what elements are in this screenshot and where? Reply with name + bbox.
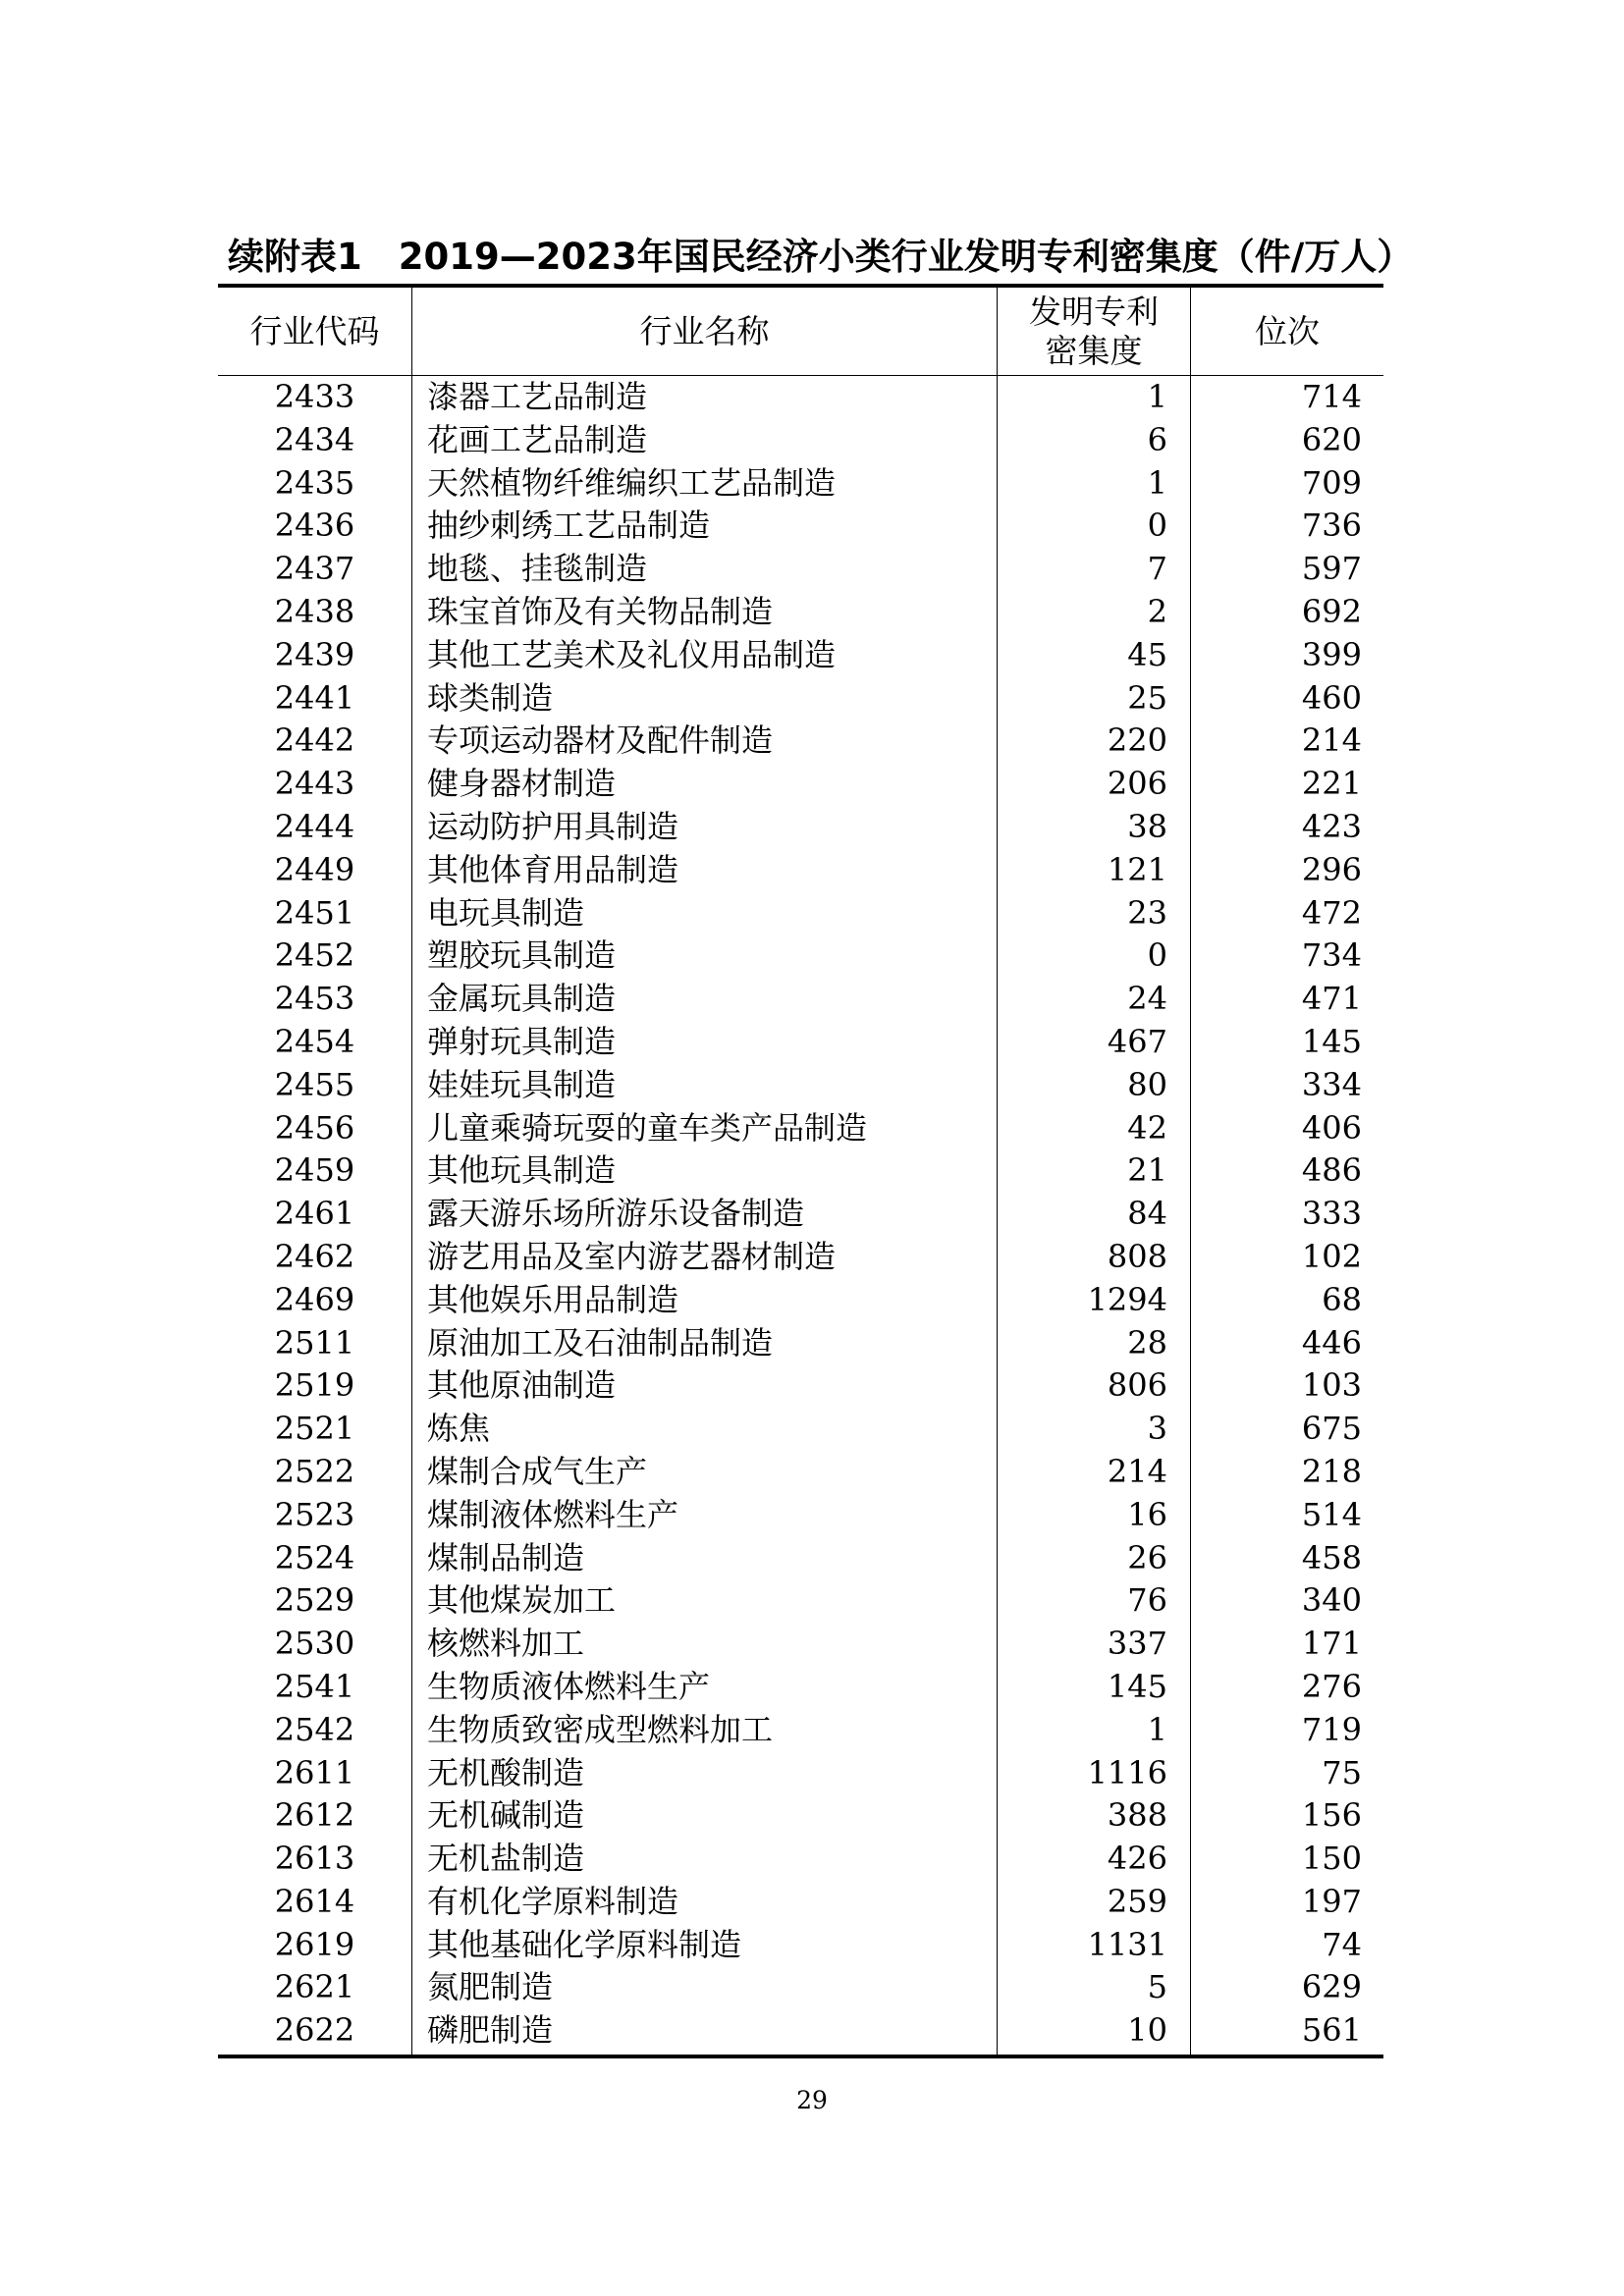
table-bottom-rule: [218, 2055, 1383, 2058]
industry-code-cell: 2461: [274, 1195, 355, 1233]
industry-name-cell: 电玩具制造: [427, 893, 585, 932]
patent-density-cell: 214: [1107, 1452, 1167, 1490]
rank-cell: 399: [1301, 635, 1362, 673]
table-row: [218, 376, 1383, 419]
industry-name-cell: 健身器材制造: [427, 765, 617, 803]
patent-density-cell: 0: [1147, 936, 1167, 975]
table-row: [218, 677, 1383, 721]
industry-name-cell: 娃娃玩具制造: [427, 1065, 617, 1103]
rank-cell: 675: [1301, 1410, 1362, 1448]
rank-cell: 620: [1301, 420, 1362, 458]
industry-name-cell: 其他原油制造: [427, 1366, 617, 1405]
header-industry-code: [218, 288, 411, 375]
rank-cell: 629: [1301, 1968, 1362, 2006]
rank-cell: 171: [1301, 1625, 1362, 1663]
rank-cell: 102: [1301, 1237, 1362, 1275]
rank-cell: 561: [1301, 2011, 1362, 2050]
header-rank-label: 位次: [1255, 311, 1320, 350]
patent-density-cell: 806: [1107, 1366, 1167, 1405]
patent-density-cell: 16: [1127, 1495, 1167, 1533]
patent-density-cell: 26: [1127, 1538, 1167, 1576]
industry-code-cell: 2521: [274, 1410, 355, 1448]
industry-name-cell: 运动防护用具制造: [427, 807, 679, 845]
table-row: [218, 1752, 1383, 1795]
rank-cell: 103: [1301, 1366, 1362, 1405]
table-row: [218, 720, 1383, 763]
rank-cell: 446: [1301, 1323, 1362, 1362]
industry-name-cell: 游艺用品及室内游艺器材制造: [427, 1237, 837, 1275]
industry-code-cell: 2612: [274, 1796, 355, 1835]
rank-cell: 218: [1301, 1452, 1362, 1490]
rank-cell: 471: [1301, 980, 1362, 1018]
industry-name-cell: 花画工艺品制造: [427, 420, 648, 458]
rank-cell: 68: [1322, 1280, 1362, 1318]
industry-code-cell: 2622: [274, 2011, 355, 2050]
industry-code-cell: 2542: [274, 1710, 355, 1748]
patent-density-cell: 21: [1127, 1151, 1167, 1190]
industry-code-cell: 2435: [274, 463, 355, 502]
rank-cell: 334: [1301, 1065, 1362, 1103]
rank-cell: 486: [1301, 1151, 1362, 1190]
rank-cell: 340: [1301, 1581, 1362, 1620]
table-row: [218, 1408, 1383, 1451]
industry-name-cell: 球类制造: [427, 678, 554, 717]
patent-density-cell: 28: [1127, 1323, 1167, 1362]
industry-name-cell: 漆器工艺品制造: [427, 378, 648, 415]
industry-code-cell: 2455: [274, 1065, 355, 1103]
patent-density-cell: 259: [1107, 1882, 1167, 1920]
table-row: [218, 505, 1383, 548]
rank-cell: 74: [1322, 1925, 1362, 1963]
patent-density-cell: 3: [1147, 1410, 1167, 1448]
rank-cell: 423: [1301, 807, 1362, 845]
table-row: [218, 1021, 1383, 1064]
industry-name-cell: 专项运动器材及配件制造: [427, 721, 774, 760]
rank-cell: 460: [1301, 678, 1362, 717]
rank-cell: 296: [1301, 850, 1362, 888]
industry-name-cell: 地毯、挂毯制造: [427, 550, 648, 588]
industry-name-cell: 核燃料加工: [427, 1625, 585, 1663]
patent-density-cell: 1: [1147, 378, 1167, 415]
patent-density-cell: 808: [1107, 1237, 1167, 1275]
patent-density-cell: 426: [1107, 1840, 1167, 1878]
table-row: [218, 1451, 1383, 1494]
industry-name-cell: 无机盐制造: [427, 1840, 585, 1878]
header-patent-density-line2: 密集度: [1045, 331, 1143, 370]
table-row: [218, 1623, 1383, 1666]
table-row: [218, 462, 1383, 506]
industry-code-cell: 2621: [274, 1968, 355, 2006]
patent-density-cell: 1: [1147, 1710, 1167, 1748]
patent-density-cell: 1116: [1087, 1753, 1167, 1791]
industry-code-cell: 2522: [274, 1452, 355, 1490]
industry-name-cell: 金属玩具制造: [427, 980, 617, 1018]
industry-name-cell: 炼焦: [427, 1410, 491, 1448]
rank-cell: 214: [1301, 721, 1362, 760]
table-row: [218, 934, 1383, 978]
patent-density-cell: 0: [1147, 507, 1167, 545]
table-row: [218, 1236, 1383, 1279]
rank-cell: 75: [1322, 1753, 1362, 1791]
patent-density-cell: 388: [1107, 1796, 1167, 1835]
table-row: [218, 2009, 1383, 2053]
industry-name-cell: 无机碱制造: [427, 1796, 585, 1835]
table-row: [218, 1838, 1383, 1881]
patent-density-cell: 84: [1127, 1195, 1167, 1233]
industry-code-cell: 2523: [274, 1495, 355, 1533]
patent-density-cell: 337: [1107, 1625, 1167, 1663]
table-row: [218, 1881, 1383, 1924]
table-row: [218, 978, 1383, 1021]
table-row: [218, 1794, 1383, 1838]
patent-density-cell: 467: [1107, 1022, 1167, 1060]
rank-cell: 333: [1301, 1195, 1362, 1233]
table-row: [218, 1193, 1383, 1236]
industry-code-cell: 2434: [274, 420, 355, 458]
page-number: 29: [796, 2086, 828, 2114]
table-row: [218, 1966, 1383, 2009]
industry-code-cell: 2619: [274, 1925, 355, 1963]
patent-density-cell: 1: [1147, 463, 1167, 502]
header-patent-density: [998, 288, 1190, 375]
industry-code-cell: 2449: [274, 850, 355, 888]
rank-cell: 145: [1301, 1022, 1362, 1060]
patent-density-cell: 25: [1127, 678, 1167, 717]
industry-name-cell: 生物质致密成型燃料加工: [427, 1710, 774, 1748]
industry-code-cell: 2524: [274, 1538, 355, 1576]
rank-cell: 276: [1301, 1667, 1362, 1705]
header-patent-density-line1: 发明专利: [1029, 292, 1159, 331]
patent-density-cell: 24: [1127, 980, 1167, 1018]
table-row: [218, 1666, 1383, 1709]
industry-code-cell: 2613: [274, 1840, 355, 1878]
industry-name-cell: 无机酸制造: [427, 1753, 585, 1791]
rank-cell: 514: [1301, 1495, 1362, 1533]
industry-code-cell: 2614: [274, 1882, 355, 1920]
table-row: [218, 591, 1383, 634]
patent-density-cell: 45: [1127, 635, 1167, 673]
table-row: [218, 1322, 1383, 1365]
industry-name-cell: 珠宝首饰及有关物品制造: [427, 592, 774, 630]
patent-density-cell: 121: [1107, 850, 1167, 888]
industry-code-cell: 2443: [274, 765, 355, 803]
rank-cell: 736: [1301, 507, 1362, 545]
industry-name-cell: 抽纱刺绣工艺品制造: [427, 507, 711, 545]
patent-density-cell: 2: [1147, 592, 1167, 630]
industry-code-cell: 2436: [274, 507, 355, 545]
table-row: [218, 548, 1383, 591]
patent-density-cell: 1294: [1087, 1280, 1167, 1318]
table-row: [218, 1494, 1383, 1537]
industry-code-cell: 2438: [274, 592, 355, 630]
table-row: [218, 1579, 1383, 1623]
rank-cell: 597: [1301, 550, 1362, 588]
page-title: 续附表1 2019—2023年国民经济小类行业发明专利密集度（件/万人）: [228, 236, 1414, 278]
industry-name-cell: 煤制液体燃料生产: [427, 1495, 679, 1533]
industry-code-cell: 2437: [274, 550, 355, 588]
industry-code-cell: 2541: [274, 1667, 355, 1705]
rank-cell: 406: [1301, 1108, 1362, 1147]
industry-name-cell: 生物质液体燃料生产: [427, 1667, 711, 1705]
industry-code-cell: 2452: [274, 936, 355, 975]
industry-code-cell: 2444: [274, 807, 355, 845]
table-body: [218, 376, 1383, 2053]
industry-name-cell: 其他工艺美术及礼仪用品制造: [427, 635, 837, 673]
industry-name-cell: 其他玩具制造: [427, 1151, 617, 1190]
rank-cell: 719: [1301, 1710, 1362, 1748]
industry-name-cell: 其他煤炭加工: [427, 1581, 617, 1620]
rank-cell: 709: [1301, 463, 1362, 502]
industry-name-cell: 原油加工及石油制品制造: [427, 1323, 774, 1362]
industry-name-cell: 磷肥制造: [427, 2011, 554, 2050]
patent-density-cell: 80: [1127, 1065, 1167, 1103]
industry-name-cell: 天然植物纤维编织工艺品制造: [427, 463, 837, 502]
industry-code-cell: 2611: [274, 1753, 355, 1791]
patent-density-cell: 42: [1127, 1108, 1167, 1147]
industry-name-cell: 露天游乐场所游乐设备制造: [427, 1195, 805, 1233]
industry-code-cell: 2451: [274, 893, 355, 932]
table-row: [218, 892, 1383, 935]
industry-name-cell: 其他体育用品制造: [427, 850, 679, 888]
industry-name-cell: 儿童乘骑玩耍的童车类产品制造: [427, 1108, 868, 1147]
header-industry-name: [412, 288, 997, 375]
table-row: [218, 1149, 1383, 1193]
header-industry-name-label: 行业名称: [639, 311, 770, 350]
rank-cell: 156: [1301, 1796, 1362, 1835]
industry-code-cell: 2456: [274, 1108, 355, 1147]
industry-name-cell: 塑胶玩具制造: [427, 936, 617, 975]
patent-density-cell: 206: [1107, 765, 1167, 803]
patent-density-cell: 5: [1147, 1968, 1167, 2006]
industry-name-cell: 其他娱乐用品制造: [427, 1280, 679, 1318]
rank-cell: 150: [1301, 1840, 1362, 1878]
patent-density-cell: 23: [1127, 893, 1167, 932]
patent-density-cell: 6: [1147, 420, 1167, 458]
patent-density-cell: 145: [1107, 1667, 1167, 1705]
industry-code-cell: 2439: [274, 635, 355, 673]
header-industry-code-label: 行业代码: [249, 311, 380, 350]
industry-name-cell: 弹射玩具制造: [427, 1022, 617, 1060]
table-row: [218, 1064, 1383, 1107]
rank-cell: 221: [1301, 765, 1362, 803]
patent-density-cell: 38: [1127, 807, 1167, 845]
patent-density-cell: 10: [1127, 2011, 1167, 2050]
industry-name-cell: 煤制品制造: [427, 1538, 585, 1576]
industry-code-cell: 2529: [274, 1581, 355, 1620]
table-row: [218, 634, 1383, 677]
table-row: [218, 419, 1383, 462]
table-row: [218, 1924, 1383, 1967]
rank-cell: 714: [1301, 378, 1362, 415]
industry-code-cell: 2441: [274, 678, 355, 717]
patent-density-cell: 1131: [1087, 1925, 1167, 1963]
industry-code-cell: 2459: [274, 1151, 355, 1190]
industry-code-cell: 2519: [274, 1366, 355, 1405]
table-row: [218, 1107, 1383, 1150]
industry-code-cell: 2530: [274, 1625, 355, 1663]
rank-cell: 197: [1301, 1882, 1362, 1920]
industry-name-cell: 其他基础化学原料制造: [427, 1925, 742, 1963]
industry-code-cell: 2442: [274, 721, 355, 760]
rank-cell: 734: [1301, 936, 1362, 975]
patent-density-cell: 76: [1127, 1581, 1167, 1620]
rank-cell: 472: [1301, 893, 1362, 932]
header-rank: [1191, 288, 1383, 375]
patent-density-cell: 7: [1147, 550, 1167, 588]
table-row: [218, 1537, 1383, 1580]
industry-code-cell: 2433: [274, 378, 355, 415]
industry-name-cell: 氮肥制造: [427, 1968, 554, 2006]
rank-cell: 692: [1301, 592, 1362, 630]
table-row: [218, 763, 1383, 806]
table-row: [218, 1364, 1383, 1408]
industry-code-cell: 2453: [274, 980, 355, 1018]
industry-code-cell: 2511: [274, 1323, 355, 1362]
industry-code-cell: 2469: [274, 1280, 355, 1318]
table-row: [218, 1709, 1383, 1752]
patent-density-cell: 220: [1107, 721, 1167, 760]
table-row: [218, 849, 1383, 892]
industry-code-cell: 2454: [274, 1022, 355, 1060]
industry-code-cell: 2462: [274, 1237, 355, 1275]
industry-name-cell: 煤制合成气生产: [427, 1452, 648, 1490]
table-row: [218, 1279, 1383, 1322]
table-row: [218, 806, 1383, 849]
industry-name-cell: 有机化学原料制造: [427, 1882, 679, 1920]
rank-cell: 458: [1301, 1538, 1362, 1576]
